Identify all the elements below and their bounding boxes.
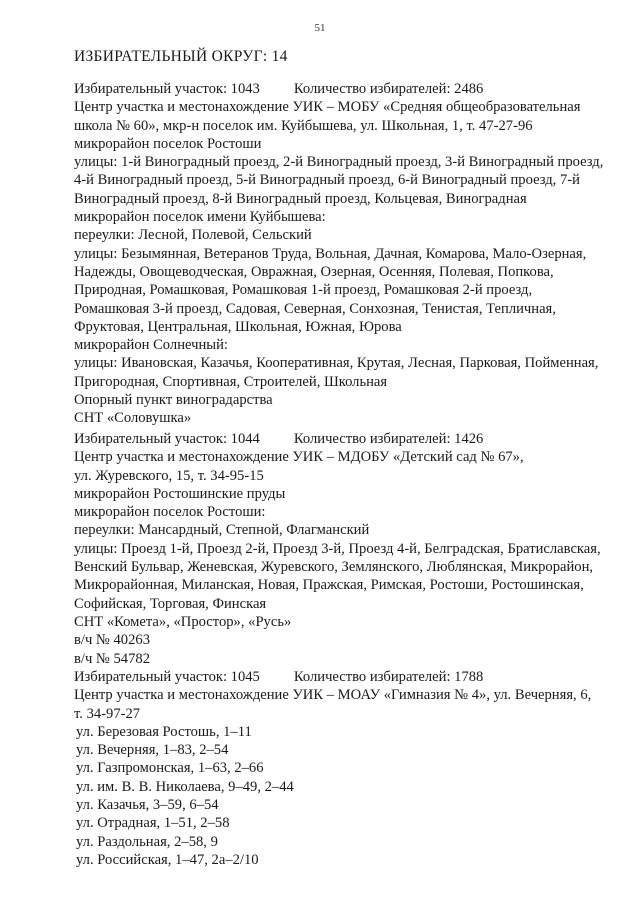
okrug-title: ИЗБИРАТЕЛЬНЫЙ ОКРУГ: 14 bbox=[74, 48, 288, 65]
address-line: Центр участка и местонахождение УИК – МОАУ «Гимназия № 4», ул. Вечерняя, 6, bbox=[74, 687, 592, 704]
streets-line: улицы: 1-й Виноградный проезд, 2-й Виноградный проезд, 3-й Виноградный проезд, bbox=[74, 154, 604, 171]
streets-line: Софийская, Торговая, Финская bbox=[74, 595, 267, 612]
lanes-line: переулки: Мансардный, Степной, Флагманский bbox=[74, 522, 370, 539]
uchastok-header bbox=[74, 80, 620, 98]
uchastok-header bbox=[74, 430, 620, 448]
page-number: 51 bbox=[314, 22, 326, 34]
street-range-line: ул. Газпромонская, 1–63, 2–66 bbox=[76, 760, 264, 777]
district-line: микрорайон Солнечный: bbox=[74, 337, 228, 354]
uchastok-section-1045 bbox=[74, 668, 620, 869]
streets-line: Микрорайонная, Миланская, Новая, Пражская, Римская, Ростоши, Ростошинская, bbox=[74, 577, 584, 594]
voter-count: Количество избирателей: 1788 bbox=[293, 669, 484, 685]
street-list bbox=[74, 723, 620, 869]
district-line: микрорайон поселок Ростоши: bbox=[74, 504, 266, 521]
streets-line: Природная, Ромашковая, Ромашковая 1-й проезд, Ромашковая 2-й проезд, bbox=[74, 282, 533, 299]
facility-line: Опорный пункт виноградарства bbox=[74, 392, 273, 409]
streets-line: Ромашковая 3-й проезд, Садовая, Северная, Сонхозная, Тенистая, Тепличная, bbox=[74, 300, 556, 317]
street-range-line: ул. Казачья, 3–59, 6–54 bbox=[76, 797, 219, 814]
voter-count: Количество избирателей: 1426 bbox=[293, 431, 484, 447]
streets-line: Пригородная, Спортивная, Строителей, Школьная bbox=[74, 373, 388, 390]
streets-line: 4-й Виноградный проезд, 5-й Виноградный проезд, 6-й Виноградный проезд, 7-й bbox=[74, 172, 580, 189]
uchastok-number: Избирательный участок: 1045 bbox=[74, 669, 260, 685]
address-line: т. 34-97-27 bbox=[74, 705, 141, 722]
streets-line: Венский Бульвар, Женевская, Журевского, Землянского, Люблянская, Микрорайон, bbox=[74, 559, 594, 576]
street-range-line: ул. Вечерняя, 1–83, 2–54 bbox=[76, 742, 229, 759]
uchastok-section-1044 bbox=[74, 430, 620, 668]
uchastok-number: Избирательный участок: 1044 bbox=[74, 431, 260, 447]
streets-line: улицы: Безымянная, Ветеранов Труда, Вольная, Дачная, Комарова, Мало-Озерная, bbox=[74, 245, 587, 262]
district-line: микрорайон поселок Ростоши bbox=[74, 135, 262, 152]
street-range-line: ул. Березовая Ростошь, 1–11 bbox=[76, 723, 252, 740]
lanes-line: переулки: Лесной, Полевой, Сельский bbox=[74, 227, 312, 244]
snt-line: СНТ «Комета», «Простор», «Русь» bbox=[74, 613, 292, 630]
district-line: микрорайон поселок имени Куйбышева: bbox=[74, 209, 326, 226]
address-line: Центр участка и местонахождение УИК – МОБУ «Средняя общеобразовательная bbox=[74, 99, 581, 116]
uchastok-number: Избирательный участок: 1043 bbox=[74, 81, 260, 97]
address-line: Центр участка и местонахождение УИК – МДОБУ «Детский сад № 67», bbox=[74, 449, 524, 466]
voter-count: Количество избирателей: 2486 bbox=[293, 81, 484, 97]
streets-line: улицы: Ивановская, Казачья, Кооперативная, Крутая, Лесная, Парковая, Пойменная, bbox=[74, 355, 599, 372]
streets-line: Надежды, Овощеводческая, Овражная, Озерная, Осенняя, Полевая, Попкова, bbox=[74, 263, 554, 280]
district-line: микрорайон Ростошинские пруды bbox=[74, 485, 286, 502]
street-range-line: ул. им. В. В. Николаева, 9–49, 2–44 bbox=[76, 778, 294, 795]
street-range-line: ул. Раздольная, 2–58, 9 bbox=[76, 833, 218, 850]
uchastok-section-1043 bbox=[74, 80, 620, 428]
address-line: ул. Журевского, 15, т. 34-95-15 bbox=[74, 467, 264, 484]
streets-line: улицы: Проезд 1-й, Проезд 2-й, Проезд 3-й, Проезд 4-й, Белградская, Братиславская, bbox=[74, 540, 601, 557]
snt-line: СНТ «Соловушка» bbox=[74, 410, 192, 427]
address-line: школа № 60», мкр-н поселок им. Куйбышева, ул. Школьная, 1, т. 47-27-96 bbox=[74, 117, 533, 134]
streets-line: Фруктовая, Центральная, Школьная, Южная, Юрова bbox=[74, 318, 402, 335]
uchastok-header bbox=[74, 668, 620, 686]
military-unit-line: в/ч № 54782 bbox=[74, 650, 150, 667]
street-range-line: ул. Российская, 1–47, 2а–2/10 bbox=[76, 851, 259, 868]
streets-line: Виноградный проезд, 8-й Виноградный проезд, Кольцевая, Виноградная bbox=[74, 190, 527, 207]
military-unit-line: в/ч № 40263 bbox=[74, 632, 150, 649]
street-range-line: ул. Отрадная, 1–51, 2–58 bbox=[76, 815, 230, 832]
